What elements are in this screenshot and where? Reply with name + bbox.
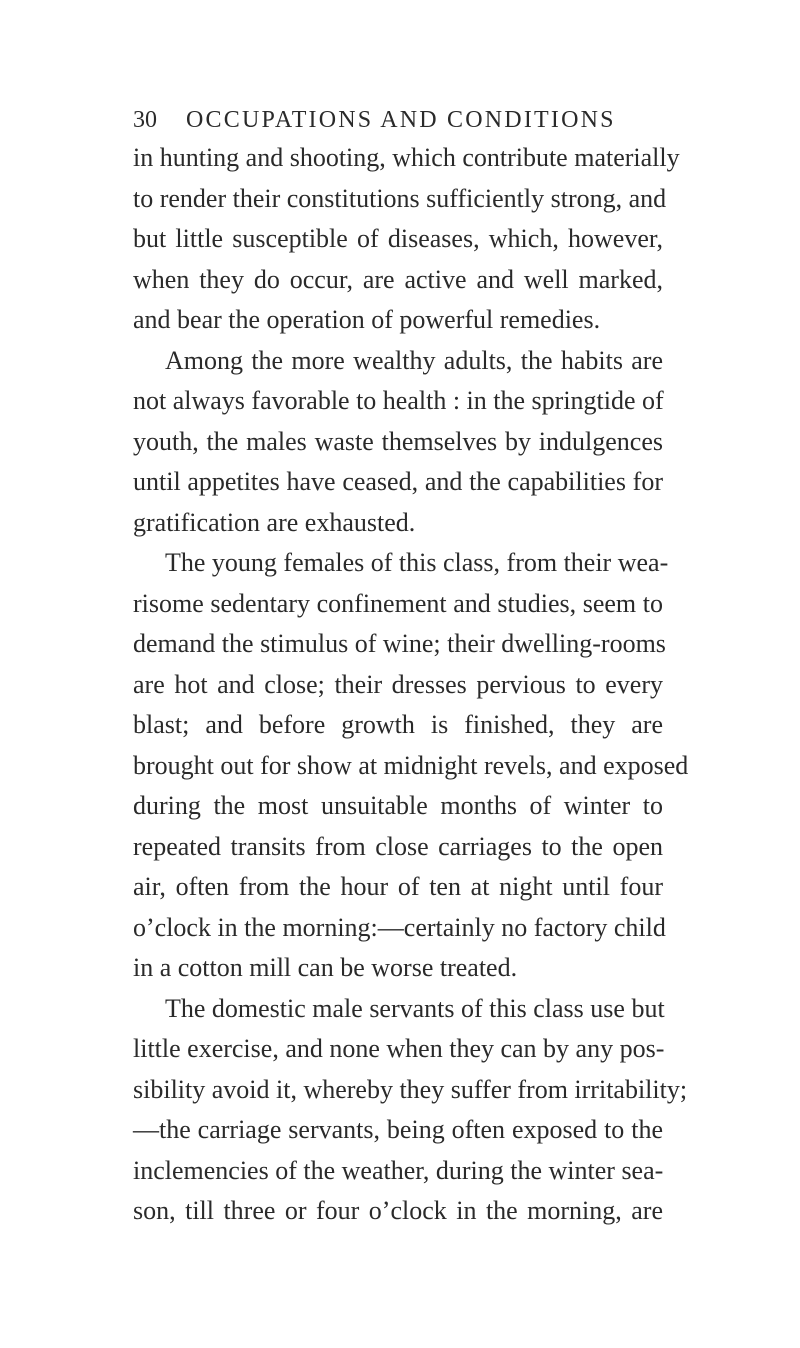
text-line: in a cotton mill can be worse treated. <box>133 953 518 982</box>
text-line: The young females of this class, from their wea- <box>165 548 669 577</box>
text-line: demand the stimulus of wine; their dwelling-rooms <box>133 629 666 658</box>
text-line: and bear the operation of powerful remedies. <box>133 305 601 334</box>
text-line: brought out for show at midnight revels, and exposed <box>133 750 689 780</box>
text-line: during the most unsuitable months of winter to <box>133 791 663 820</box>
text-line: Among the more wealthy adults, the habits are <box>165 345 663 375</box>
page-number: 30 <box>133 107 157 133</box>
page-header <box>133 100 653 140</box>
text-line: but little susceptible of diseases, which, however, <box>133 224 663 253</box>
text-line: o’clock in the morning:—certainly no factory child <box>133 912 666 942</box>
text-line: gratification are exhausted. <box>133 507 416 537</box>
text-line: son, till three or four o’clock in the morning, are <box>133 1196 663 1225</box>
text-line: risome sedentary confinement and studies, seem to <box>133 588 663 618</box>
text-line: —the carriage servants, being often exposed to the <box>133 1115 663 1144</box>
text-line: not always favorable to health : in the springtide of <box>133 386 664 415</box>
text-line: little exercise, and none when they can by any pos- <box>133 1034 665 1063</box>
text-line: air, often from the hour of ten at night until four <box>133 872 663 901</box>
text-line: in hunting and shooting, which contribute materially <box>133 143 680 172</box>
text-line: repeated transits from close carriages to the open <box>133 831 663 861</box>
text-line: sibility avoid it, whereby they suffer from irritability; <box>133 1074 688 1104</box>
text-line: to render their constitutions sufficiently strong, and <box>133 183 667 213</box>
text-line: until appetites have ceased, and the capabilities for <box>133 467 663 496</box>
text-line: inclemencies of the weather, during the winter sea- <box>133 1155 664 1185</box>
text-line: when they do occur, are active and well marked, <box>133 264 663 294</box>
running-title: OCCUPATIONS AND CONDITIONS <box>186 107 616 133</box>
text-line: youth, the males waste themselves by indulgences <box>133 426 663 456</box>
text-line: are hot and close; their dresses pervious to every <box>133 669 663 699</box>
text-line: The domestic male servants of this class use but <box>165 993 665 1023</box>
body-text <box>133 138 689 1232</box>
text-line: blast; and before growth is finished, they are <box>133 710 663 739</box>
